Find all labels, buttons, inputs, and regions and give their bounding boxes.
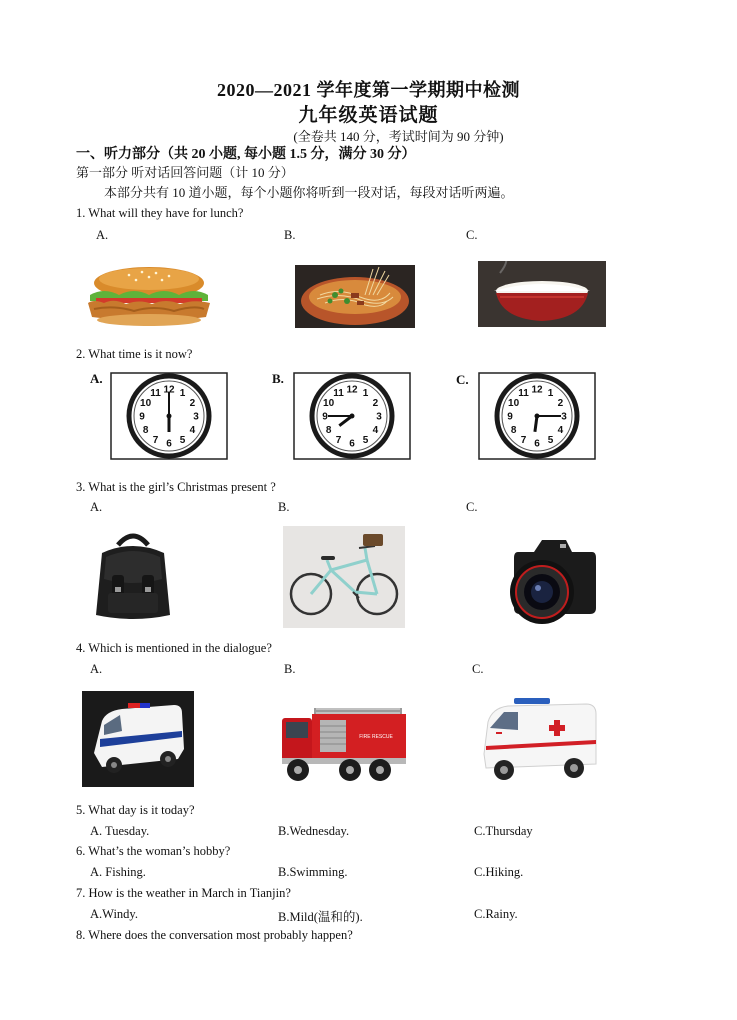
clock-number: 4 xyxy=(189,425,196,436)
police-van-image xyxy=(82,691,194,787)
fire-rescue-text: FIRE RESCUE xyxy=(359,734,393,740)
clock-number: 11 xyxy=(518,388,529,400)
q5-option-b: B.Wednesday. xyxy=(278,824,350,838)
clock-number: 3 xyxy=(376,411,382,423)
q4-option-a: A. xyxy=(90,662,103,676)
question-3: 3. What is the girl’s Christmas present ? xyxy=(76,480,276,494)
question-8: 8. Where does the conversation most probably happen? xyxy=(76,928,353,942)
clock-number: 11 xyxy=(150,388,161,400)
clock-b xyxy=(293,372,411,460)
clock-number: 6 xyxy=(166,438,172,450)
q4-option-b: B. xyxy=(284,662,296,676)
clock-number: 8 xyxy=(325,425,332,436)
clock-number: 5 xyxy=(362,434,369,446)
clock-a xyxy=(110,372,228,460)
q2-option-c: C. xyxy=(456,372,469,387)
clock-number: 4 xyxy=(372,425,379,436)
question-1: 1. What will they have for lunch? xyxy=(76,206,244,220)
q2-option-a: A. xyxy=(90,371,103,386)
burger-image xyxy=(84,265,214,327)
q4-option-c: C. xyxy=(472,662,484,676)
clock-number: 1 xyxy=(362,388,369,400)
clock-number: 5 xyxy=(179,434,186,446)
section-heading: 一、听力部分（共 20 小题, 每小题 1.5 分，满分 30 分） xyxy=(76,147,416,162)
clock-number: 10 xyxy=(323,398,335,409)
q5-option-c: C.Thursday xyxy=(474,824,533,838)
part-heading: 第一部分 听对话回答问题（计 10 分） xyxy=(76,165,294,180)
clock-c xyxy=(478,372,596,460)
clock-number: 7 xyxy=(152,434,159,446)
question-7: 7. How is the weather in March in Tianjin? xyxy=(76,886,291,900)
clock-number: 9 xyxy=(139,411,145,423)
clock-number: 5 xyxy=(547,434,554,446)
grade-title: 九年级英语试题 xyxy=(298,105,439,126)
clock-number: 1 xyxy=(547,388,554,400)
question-4: 4. Which is mentioned in the dialogue? xyxy=(76,641,272,655)
q7-option-c: C.Rainy. xyxy=(474,907,518,921)
q1-option-a: A. xyxy=(96,228,109,242)
clock-number: 6 xyxy=(349,438,355,450)
clock-number: 7 xyxy=(335,434,342,446)
exam-title: 2020—2021 学年度第一学期期中检测 xyxy=(217,80,520,100)
clock-number: 10 xyxy=(508,398,520,409)
camera-image xyxy=(500,530,600,626)
clock-number: 10 xyxy=(140,398,152,409)
clock-number: 9 xyxy=(507,411,513,423)
backpack-image xyxy=(84,531,182,623)
clock-number: 4 xyxy=(557,425,564,436)
clock-number: 1 xyxy=(179,388,186,400)
clock-number: 12 xyxy=(346,384,358,396)
q3-option-a: A. xyxy=(90,500,103,514)
clock-number: 12 xyxy=(531,384,543,396)
clock-number: 2 xyxy=(189,398,196,409)
fire-truck-image xyxy=(280,700,408,784)
clock-number: 7 xyxy=(520,434,527,446)
section-intro: 本部分共有 10 道小题，每个小题你将听到一段对话，每段对话听两遍。 xyxy=(104,185,514,200)
clock-number: 3 xyxy=(193,411,199,423)
q6-option-b: B.Swimming. xyxy=(278,865,348,879)
clock-number: 11 xyxy=(333,388,344,400)
noodles-image xyxy=(295,265,415,328)
q2-option-b: B. xyxy=(272,371,284,386)
q6-option-c: C.Hiking. xyxy=(474,865,524,879)
q7-option-b: B.Mild(温和的). xyxy=(278,910,363,924)
q1-option-b: B. xyxy=(284,228,296,242)
clock-number: 8 xyxy=(142,425,149,436)
q5-option-a: A. Tuesday. xyxy=(90,824,150,838)
question-5: 5. What day is it today? xyxy=(76,803,195,817)
clock-number: 12 xyxy=(163,384,175,396)
ambulance-image xyxy=(478,694,602,786)
q3-option-b: B. xyxy=(278,500,290,514)
q1-option-c: C. xyxy=(466,228,478,242)
q7-option-a: A.Windy. xyxy=(90,907,138,921)
exam-subtitle: (全卷共 140 分，考试时间为 90 分钟) xyxy=(293,129,504,144)
question-6: 6. What’s the woman’s hobby? xyxy=(76,844,231,858)
clock-number: 3 xyxy=(561,411,567,423)
rice-bowl-image xyxy=(478,261,606,327)
clock-number: 6 xyxy=(534,438,540,450)
question-2: 2. What time is it now? xyxy=(76,347,193,361)
bicycle-image xyxy=(283,526,405,628)
clock-number: 2 xyxy=(372,398,379,409)
clock-number: 9 xyxy=(322,411,328,423)
clock-number: 2 xyxy=(557,398,564,409)
q6-option-a: A. Fishing. xyxy=(90,865,146,879)
q3-option-c: C. xyxy=(466,500,478,514)
clock-number: 8 xyxy=(510,425,517,436)
